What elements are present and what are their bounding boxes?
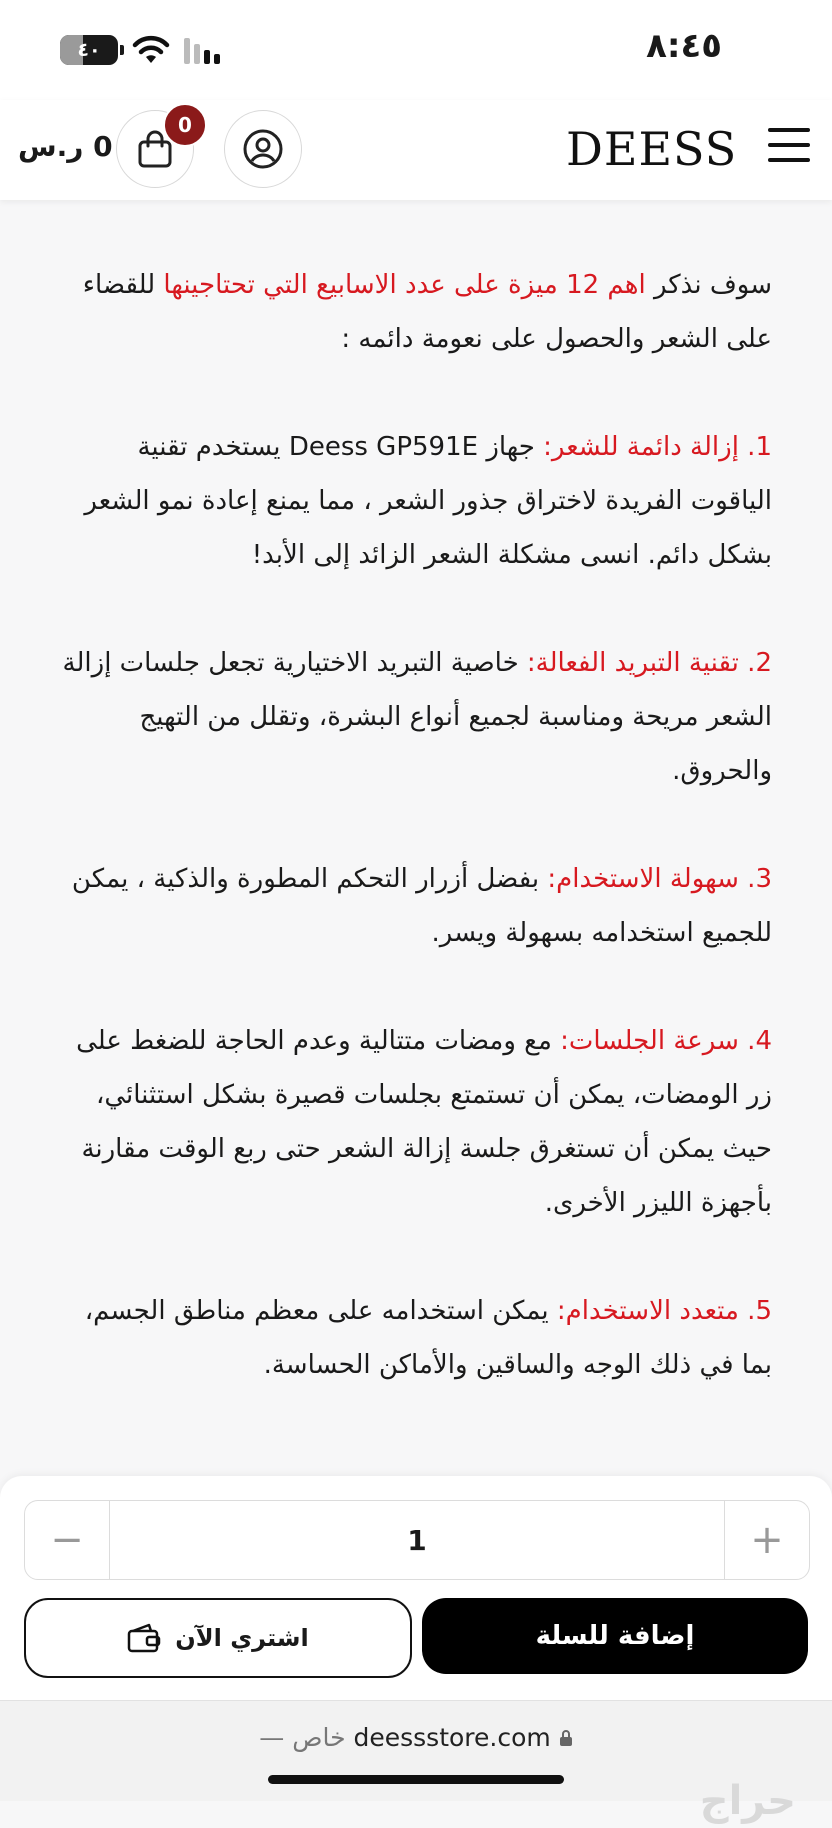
feature-4	[50, 1014, 772, 1230]
feature-title: 3. سهولة الاستخدام:	[547, 864, 772, 894]
battery-icon	[60, 35, 118, 65]
product-description	[50, 258, 772, 1446]
increase-quantity-button[interactable]: +	[724, 1501, 809, 1579]
decrease-quantity-button[interactable]: −	[25, 1501, 110, 1579]
feature-text: جهاز Deess GP591E يستخدم تقنية الياقوت الفريدة لاختراق جذور الشعر ، مما يمنع إعادة نمو الشعر بشكل دائم. انسى مشكلة الشعر الزائد إلى الأبد!	[84, 432, 772, 570]
battery-label: ٤٠	[77, 39, 101, 61]
intro-paragraph: سوف نذكر اهم 12 ميزة على عدد الاسابيع التي تحتاجينها للقضاء على الشعر والحصول على نعومة دائمه :	[82, 270, 772, 354]
intro-highlight: اهم 12 ميزة على عدد الاسابيع التي تحتاجينها	[163, 270, 646, 300]
status-icons	[60, 30, 224, 70]
quantity-stepper	[24, 1500, 810, 1580]
feature-text: مع ومضات متتالية وعدم الحاجة للضغط على زر الومضات، يمكن أن تستمتع بجلسات قصيرة بشكل استثنائي، حيث يمكن أن تستغرق جلسة إزالة الشعر حتى ربع الوقت مقارنة بأجهزة الليزر الأخرى.	[76, 1026, 772, 1218]
status-bar	[0, 0, 832, 100]
cart-button[interactable]	[116, 110, 194, 188]
account-button[interactable]	[224, 110, 302, 188]
feature-title: 5. متعدد الاستخدام:	[556, 1296, 772, 1326]
feature-title: 1. إزالة دائمة للشعر:	[543, 432, 772, 462]
buy-now-label: اشتري الآن	[175, 1624, 309, 1652]
feature-text: يمكن استخدامه على معظم مناطق الجسم، بما في ذلك الوجه والساقين والأماكن الحساسة.	[84, 1296, 772, 1380]
add-to-cart-button[interactable]: إضافة للسلة	[422, 1598, 808, 1674]
private-label: — خاص	[259, 1723, 346, 1752]
watermark-logo: حراج	[699, 1778, 796, 1824]
wallet-icon	[127, 1623, 161, 1653]
feature-text: خاصية التبريد الاختيارية تجعل جلسات إزالة الشعر مريحة ومناسبة لجميع أنواع البشرة، وتقلل من التهيج والحروق.	[62, 648, 772, 786]
menu-icon[interactable]	[768, 124, 810, 166]
home-indicator	[268, 1775, 564, 1784]
purchase-panel	[0, 1476, 832, 1700]
domain-text: deessstore.com	[353, 1723, 551, 1752]
url-display[interactable]	[0, 1723, 832, 1752]
feature-text: بفضل أزرار التحكم المطورة والذكية ، يمكن للجميع استخدامه بسهولة ويسر.	[71, 864, 772, 948]
brand-logo[interactable]: DEESS	[566, 122, 738, 176]
site-header	[0, 100, 832, 200]
feature-title: 4. سرعة الجلسات:	[560, 1026, 772, 1056]
cellular-icon	[184, 36, 224, 64]
buy-now-button[interactable]	[24, 1598, 412, 1678]
cart-count-badge: 0	[163, 103, 207, 147]
feature-5	[50, 1284, 772, 1392]
feature-3	[50, 852, 772, 960]
feature-1	[50, 420, 772, 582]
wifi-icon	[132, 35, 170, 65]
lock-icon	[559, 1729, 573, 1747]
status-time: ٨:٤٥	[646, 26, 722, 66]
feature-2	[50, 636, 772, 798]
quantity-value[interactable]: 1	[407, 1523, 427, 1557]
cart-total[interactable]: 0 ر.س	[18, 130, 113, 163]
feature-title: 2. تقنية التبريد الفعالة:	[526, 648, 772, 678]
user-icon	[242, 128, 284, 170]
